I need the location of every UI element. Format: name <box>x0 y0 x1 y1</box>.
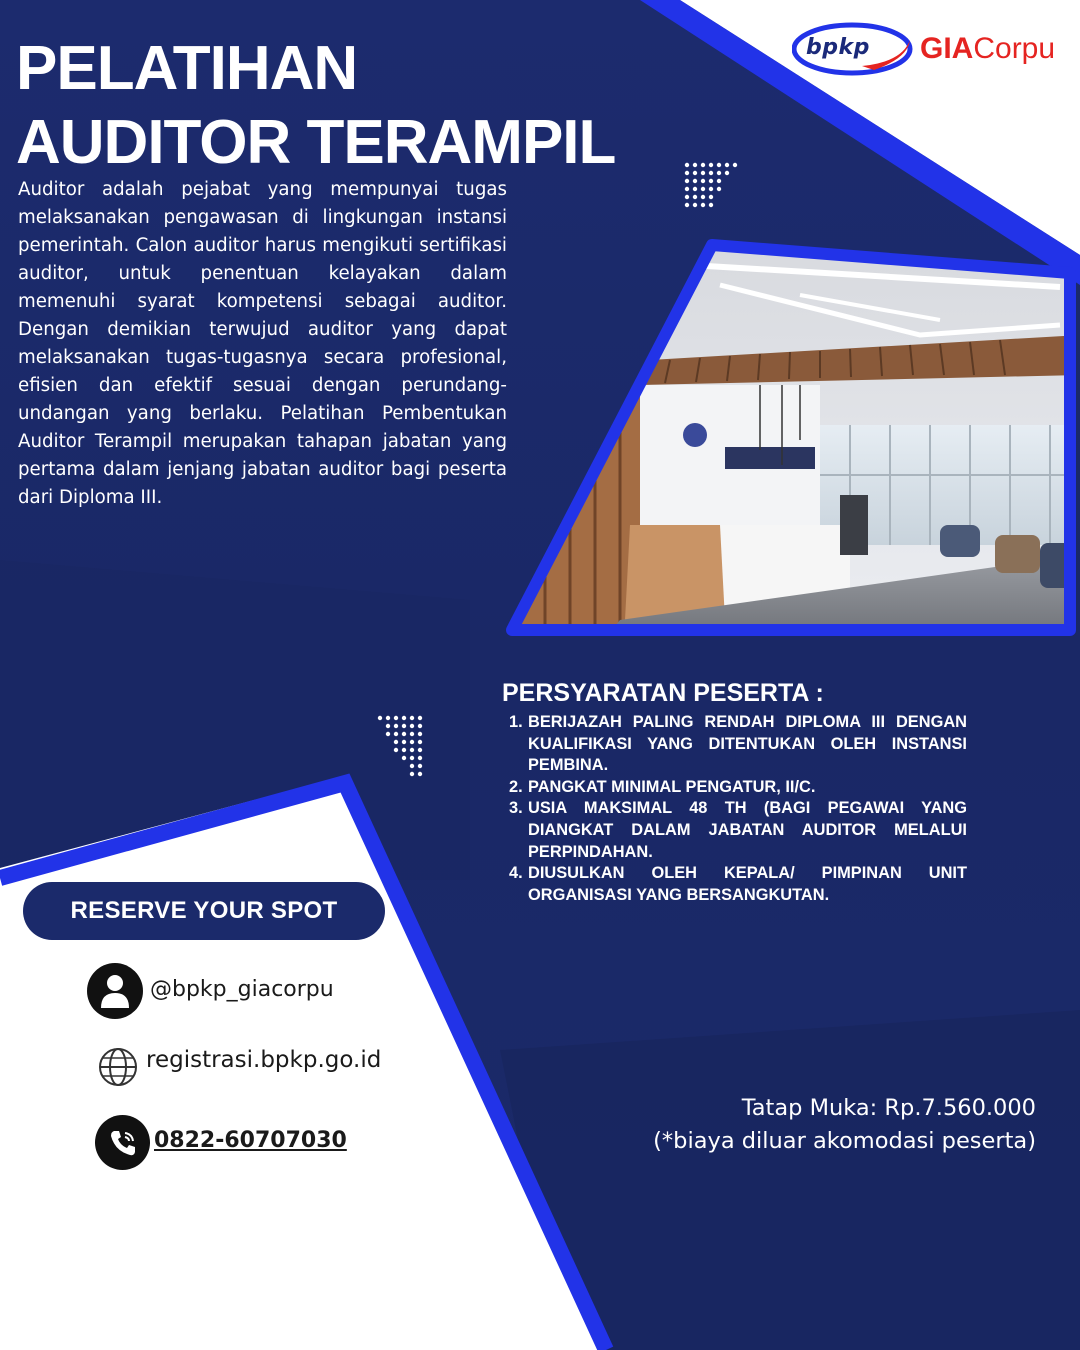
decorative-dot <box>418 756 422 760</box>
decorative-dot <box>410 748 414 752</box>
requirement-item <box>509 777 967 799</box>
price-note: (*biaya diluar akomodasi peserta) <box>653 1128 1036 1154</box>
user-icon-glyph <box>100 973 130 1009</box>
requirement-text: USIA MAKSIMAL 48 TH (BAGI PEGAWAI YANG DIANGKAT DALAM JABATAN AUDITOR MELALUI PERPINDAHAN. <box>528 799 967 861</box>
decorative-dot <box>717 171 721 175</box>
decorative-dot <box>709 187 713 191</box>
decorative-dot <box>402 756 406 760</box>
decorative-dot <box>394 748 398 752</box>
user-icon <box>87 963 143 1019</box>
requirement-number: 3. <box>509 799 523 818</box>
decorative-dot <box>386 724 390 728</box>
globe-icon <box>97 1046 139 1088</box>
decorative-dot <box>701 179 705 183</box>
decorative-dot <box>418 748 422 752</box>
decorative-dot <box>709 179 713 183</box>
decorative-dot <box>410 716 414 720</box>
decorative-dot <box>709 163 713 167</box>
bpkp-logo-text: bpkp <box>806 35 870 60</box>
decorative-dot <box>410 732 414 736</box>
requirement-number: 4. <box>509 864 523 883</box>
giacorpu-logo <box>920 32 1055 66</box>
decorative-dot <box>402 748 406 752</box>
logo-gia-bold: GIA <box>920 32 974 65</box>
logo-corpu-text: Corpu <box>973 32 1056 65</box>
decorative-dot <box>394 740 398 744</box>
office-photo <box>500 225 1080 645</box>
decorative-dot <box>410 756 414 760</box>
decorative-dot <box>410 772 414 776</box>
decorative-dot <box>386 716 390 720</box>
description-paragraph: Auditor adalah pejabat yang mempunyai tugas melaksanakan pengawasan di lingkungan instansi pemerintah. Calon auditor harus mengikuti sertifikasi auditor, untuk penentuan kelayakan dalam memenuhi syarat kompetensi sebagai auditor. Dengan demikian terwujud auditor yang dapat melaksanakan tugas-tugasnya secara profesional, efisien dan efektif sesuai dengan perundang-undangan yang berlaku. Pelatihan Pembentukan Auditor Terampil merupakan tahapan jabatan yang pertama dalam jenjang jabatan auditor bagi peserta dari Diploma III. <box>18 179 507 508</box>
requirement-text: DIUSULKAN OLEH KEPALA/ PIMPINAN UNIT ORGANISASI YANG BERSANGKUTAN. <box>528 864 967 904</box>
decorative-dot <box>685 171 689 175</box>
decorative-dot <box>410 740 414 744</box>
requirements-section <box>502 678 967 906</box>
phone-number[interactable]: 0822-60707030 <box>154 1128 347 1153</box>
requirements-list <box>502 712 967 906</box>
decorative-dot <box>725 163 729 167</box>
title-line-1: PELATIHAN <box>16 34 358 103</box>
dot-grid-top <box>685 163 737 207</box>
decorative-dot <box>418 724 422 728</box>
decorative-dot <box>418 716 422 720</box>
requirement-number: 1. <box>509 713 523 731</box>
title-line-2: AUDITOR TERAMPIL <box>16 108 616 177</box>
decorative-dot <box>693 195 697 199</box>
decorative-dot <box>685 179 689 183</box>
photo-content <box>500 225 1080 645</box>
decorative-dot <box>709 195 713 199</box>
decorative-dot <box>709 203 713 207</box>
decorative-dot <box>402 724 406 728</box>
decorative-dot <box>402 716 406 720</box>
logo-group <box>792 22 1062 78</box>
requirement-item <box>509 798 967 863</box>
decorative-dot <box>378 716 382 720</box>
requirement-text: BERIJAZAH PALING RENDAH DIPLOMA III DENGAN KUALIFIKASI YANG DITENTUKAN OLEH INSTANSI PEMBINA. <box>528 713 967 775</box>
instagram-handle[interactable]: @bpkp_giacorpu <box>150 977 334 1002</box>
decorative-dot <box>394 724 398 728</box>
decorative-dot <box>701 187 705 191</box>
decorative-dot <box>701 171 705 175</box>
decorative-dot <box>410 724 414 728</box>
decorative-dot <box>701 195 705 199</box>
requirement-item <box>509 712 967 777</box>
decorative-dot <box>394 716 398 720</box>
price-line: Tatap Muka: Rp.7.560.000 <box>741 1095 1036 1121</box>
decorative-dot <box>410 764 414 768</box>
requirements-title: PERSYARATAN PESERTA : <box>502 679 824 707</box>
phone-icon <box>95 1115 150 1170</box>
decorative-dot <box>693 179 697 183</box>
decorative-dot <box>394 732 398 736</box>
requirement-item <box>509 863 967 906</box>
decorative-dot <box>693 187 697 191</box>
decorative-dot <box>386 732 390 736</box>
globe-icon-glyph <box>97 1046 139 1088</box>
decorative-dot <box>685 203 689 207</box>
decorative-dot <box>693 171 697 175</box>
reserve-spot-button[interactable]: RESERVE YOUR SPOT <box>23 882 385 940</box>
price-info <box>560 1092 1036 1158</box>
decorative-dot <box>733 163 737 167</box>
decorative-dot <box>418 740 422 744</box>
requirement-number: 2. <box>509 777 523 796</box>
decorative-dot <box>717 187 721 191</box>
decorative-dot <box>693 203 697 207</box>
decorative-dot <box>685 187 689 191</box>
decorative-dot <box>402 740 406 744</box>
decorative-dot <box>717 163 721 167</box>
requirement-text: PANGKAT MINIMAL PENGATUR, II/C. <box>528 777 816 796</box>
decorative-dot <box>701 203 705 207</box>
phone-icon-glyph <box>107 1127 139 1159</box>
decorative-dot <box>685 195 689 199</box>
decorative-dot <box>402 732 406 736</box>
decorative-dot <box>418 732 422 736</box>
decorative-dot <box>717 179 721 183</box>
decorative-dot <box>693 163 697 167</box>
decorative-dot <box>685 163 689 167</box>
decorative-dot <box>709 171 713 175</box>
decorative-dot <box>725 171 729 175</box>
website-link[interactable]: registrasi.bpkp.go.id <box>146 1047 382 1073</box>
page-title <box>16 32 616 180</box>
decorative-dot <box>418 772 422 776</box>
decorative-dot <box>418 764 422 768</box>
decorative-dot <box>701 163 705 167</box>
